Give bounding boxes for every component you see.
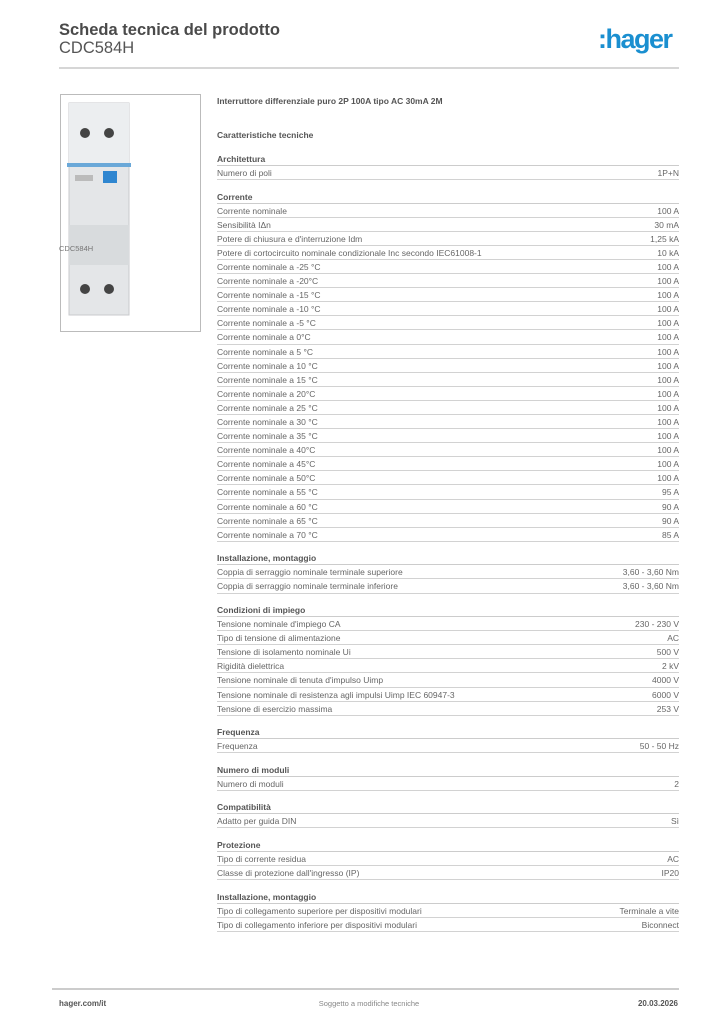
spec-value: 50 - 50 Hz — [639, 741, 679, 752]
spec-label: Tensione nominale d'impiego CA — [217, 619, 341, 630]
spec-label: Potere di chiusura e d'interruzione Idm — [217, 233, 363, 244]
spec-label: Tipo di collegamento inferiore per dispositivi modulari — [217, 919, 418, 930]
product-image — [60, 94, 201, 332]
footer-divider — [52, 988, 679, 990]
spec-row — [217, 330, 679, 344]
section-title: Corrente — [217, 190, 679, 204]
spec-label: Coppia di serraggio nominale terminale superiore — [217, 567, 403, 578]
spec-row — [217, 166, 679, 180]
spec-row — [217, 415, 679, 429]
spec-value: Sì — [670, 816, 679, 827]
spec-label: Tipo di tensione di alimentazione — [217, 633, 341, 644]
circuit-breaker-illustration — [61, 95, 200, 331]
spec-row — [217, 739, 679, 753]
section-title: Numero di moduli — [217, 763, 679, 777]
spec-label: Tensione di isolamento nominale Ui — [217, 647, 351, 658]
spec-label: Potere di cortocircuito nominale condizionale Inc secondo IEC61008-1 — [217, 247, 482, 258]
spec-value: 100 A — [657, 445, 679, 456]
spec-label: Corrente nominale a 50°C — [217, 473, 316, 484]
spec-row — [217, 274, 679, 288]
spec-label: Corrente nominale a 5 °C — [217, 346, 314, 357]
spec-value: IP20 — [661, 868, 679, 879]
spec-label: Sensibilità IΔn — [217, 219, 271, 230]
spec-section — [217, 152, 679, 180]
spec-row — [217, 387, 679, 401]
spec-value: 100 A — [657, 261, 679, 272]
spec-content — [217, 94, 679, 941]
image-caption: CDC584H — [59, 244, 94, 253]
spec-row — [217, 514, 679, 528]
section-title: Protezione — [217, 838, 679, 852]
spec-row — [217, 359, 679, 373]
section-title: Architettura — [217, 152, 679, 166]
spec-label: Corrente nominale a -25 °C — [217, 261, 321, 272]
spec-label: Corrente nominale — [217, 205, 287, 216]
spec-label: Corrente nominale a 45°C — [217, 459, 316, 470]
spec-label: Corrente nominale a -5 °C — [217, 318, 316, 329]
spec-value: 85 A — [661, 529, 679, 540]
spec-value: 2 kV — [661, 661, 679, 672]
spec-value: 100 A — [657, 205, 679, 216]
spec-value: AC — [667, 633, 679, 644]
spec-row — [217, 777, 679, 791]
section-title: Condizioni di impiego — [217, 603, 679, 617]
spec-value: 253 V — [656, 703, 679, 714]
spec-row — [217, 617, 679, 631]
spec-label: Corrente nominale a 40°C — [217, 445, 316, 456]
spec-label: Numero di poli — [217, 168, 272, 178]
spec-value: 10 kA — [657, 247, 679, 258]
spec-label: Numero di moduli — [217, 778, 284, 789]
spec-value: 100 A — [657, 318, 679, 329]
spec-value: 3,60 - 3,60 Nm — [622, 581, 679, 592]
spec-value: 1,25 kA — [650, 233, 679, 244]
spec-value: Biconnect — [641, 919, 679, 930]
spec-label: Corrente nominale a 60 °C — [217, 501, 318, 512]
spec-value: Terminale a vite — [619, 905, 679, 916]
spec-value: 30 mA — [654, 219, 679, 230]
spec-label: Corrente nominale a 55 °C — [217, 487, 318, 498]
spec-value: 100 A — [657, 346, 679, 357]
spec-row — [217, 673, 679, 687]
spec-row — [217, 579, 679, 593]
spec-label: Corrente nominale a -15 °C — [217, 290, 321, 301]
spec-label: Tensione nominale di tenuta d'impulso Uimp — [217, 675, 384, 686]
spec-section — [217, 838, 679, 880]
spec-value: 100 A — [657, 402, 679, 413]
spec-row — [217, 500, 679, 514]
spec-label: Tensione di esercizio massima — [217, 703, 333, 714]
spec-label: Corrente nominale a -10 °C — [217, 304, 321, 315]
spec-value: 100 A — [657, 417, 679, 427]
spec-value: AC — [667, 853, 679, 864]
spec-row — [217, 457, 679, 471]
spec-section — [217, 551, 679, 593]
spec-value: 100 A — [657, 290, 679, 301]
spec-value: 230 - 230 V — [635, 619, 679, 630]
product-code: CDC584H — [59, 39, 135, 57]
spec-label: Tipo di collegamento superiore per dispositivi modulari — [217, 905, 422, 916]
section-title: Compatibilità — [217, 800, 679, 814]
spec-label: Corrente nominale a 20°C — [217, 388, 316, 399]
spec-label: Tipo di corrente residua — [217, 853, 306, 864]
spec-row — [217, 401, 679, 415]
spec-value: 100 A — [657, 304, 679, 315]
spec-row — [217, 852, 679, 866]
spec-row — [217, 260, 679, 274]
spec-row — [217, 866, 679, 880]
spec-label: Corrente nominale a 65 °C — [217, 515, 318, 526]
spec-value: 6000 V — [652, 689, 679, 700]
spec-row — [217, 218, 679, 232]
spec-value: 100 A — [657, 459, 679, 470]
header-divider — [59, 67, 679, 69]
footer-note: Soggetto a modifiche tecniche — [318, 999, 420, 1008]
spec-row — [217, 565, 679, 579]
footer-website[interactable]: hager.com/it — [59, 999, 107, 1008]
spec-label: Corrente nominale a 30 °C — [217, 417, 318, 427]
spec-label: Corrente nominale a 25 °C — [217, 402, 318, 413]
section-title: Frequenza — [217, 725, 679, 739]
spec-section — [217, 890, 679, 932]
spec-label: Corrente nominale a 15 °C — [217, 374, 318, 385]
spec-value: 90 A — [661, 501, 679, 512]
spec-value: 100 A — [657, 388, 679, 399]
spec-value: 3,60 - 3,60 Nm — [622, 567, 679, 578]
spec-value: 100 A — [657, 431, 679, 442]
spec-label: Corrente nominale a 0°C — [217, 332, 311, 343]
spec-section — [217, 725, 679, 753]
spec-label: Coppia di serraggio nominale terminale inferiore — [217, 581, 398, 592]
spec-section — [217, 800, 679, 828]
spec-label: Corrente nominale a 35 °C — [217, 431, 318, 442]
spec-section — [217, 190, 679, 542]
spec-value: 95 A — [661, 487, 679, 498]
spec-label: Frequenza — [217, 741, 258, 752]
spec-section — [217, 603, 679, 716]
hager-logo: :hager — [598, 24, 672, 54]
spec-label: Tensione nominale di resistenza agli impulsi Uimp IEC 60947-3 — [217, 689, 455, 700]
spec-row — [217, 429, 679, 443]
spec-row — [217, 904, 679, 918]
spec-value: 100 A — [657, 332, 679, 343]
spec-row — [217, 528, 679, 542]
spec-value: 4000 V — [652, 675, 679, 686]
spec-row — [217, 645, 679, 659]
spec-label: Rigidità dielettrica — [217, 661, 285, 672]
spec-label: Adatto per guida DIN — [217, 816, 297, 827]
spec-value: 90 A — [661, 515, 679, 526]
spec-label: Corrente nominale a 70 °C — [217, 529, 318, 540]
spec-value: 100 A — [657, 276, 679, 287]
spec-row — [217, 688, 679, 702]
footer-date: 20.03.2026 — [637, 999, 678, 1008]
spec-value: 100 A — [657, 473, 679, 484]
spec-row — [217, 814, 679, 828]
spec-row — [217, 345, 679, 359]
section-title: Installazione, montaggio — [217, 890, 679, 904]
spec-row — [217, 204, 679, 218]
spec-row — [217, 246, 679, 260]
specs-heading: Caratteristiche tecniche — [217, 130, 314, 140]
spec-row — [217, 918, 679, 932]
spec-section — [217, 763, 679, 791]
spec-row — [217, 316, 679, 330]
section-title: Installazione, montaggio — [217, 551, 679, 565]
spec-sections — [217, 152, 679, 932]
spec-row — [217, 702, 679, 716]
spec-value: 100 A — [657, 374, 679, 385]
spec-row — [217, 631, 679, 645]
product-description: Interruttore differenziale puro 2P 100A tipo AC 30mA 2M — [217, 96, 443, 106]
spec-row — [217, 485, 679, 499]
spec-row — [217, 302, 679, 316]
spec-value: 100 A — [657, 360, 679, 371]
spec-value: 2 — [674, 778, 679, 789]
spec-value: 500 V — [656, 647, 679, 658]
spec-row — [217, 443, 679, 457]
spec-label: Corrente nominale a -20°C — [217, 276, 319, 287]
spec-row — [217, 659, 679, 673]
page-title: Scheda tecnica del prodotto — [59, 21, 280, 39]
spec-label: Classe di protezione dall'ingresso (IP) — [217, 868, 360, 879]
spec-label: Corrente nominale a 10 °C — [217, 360, 318, 371]
spec-row — [217, 471, 679, 485]
spec-value: 1P+N — [657, 168, 679, 178]
spec-row — [217, 373, 679, 387]
spec-row — [217, 232, 679, 246]
spec-row — [217, 288, 679, 302]
